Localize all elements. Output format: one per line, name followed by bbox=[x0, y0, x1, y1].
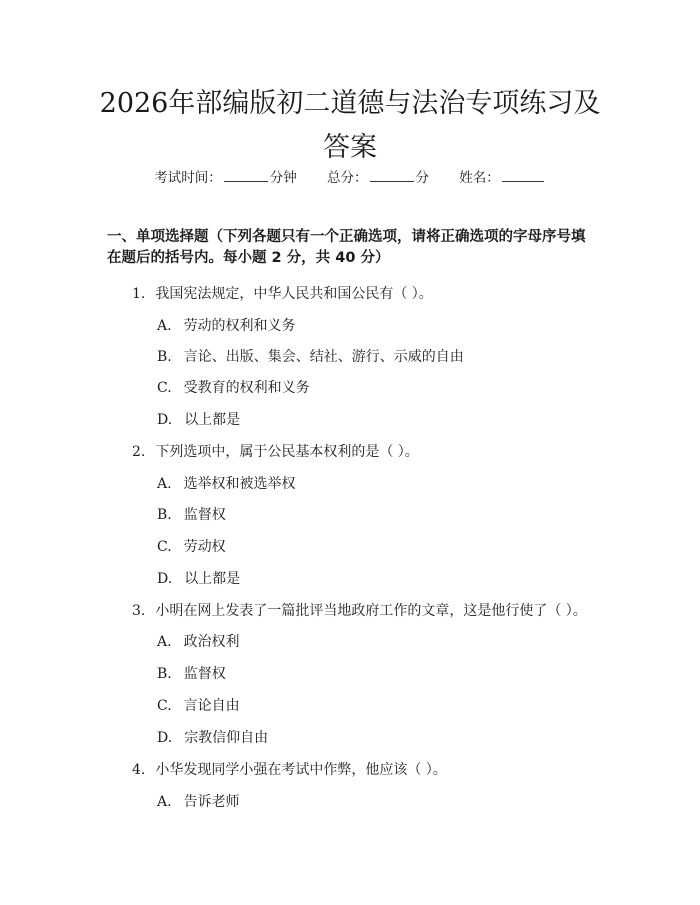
option-letter: A. bbox=[157, 476, 172, 492]
option-letter: D. bbox=[157, 412, 173, 428]
question-number: 4. bbox=[132, 762, 146, 778]
option-letter: A. bbox=[157, 794, 172, 810]
exam-time-field bbox=[154, 166, 297, 186]
option-text: 选举权和被选举权 bbox=[183, 476, 296, 492]
option-letter: A. bbox=[157, 634, 172, 650]
name-field bbox=[459, 166, 546, 186]
option-text: 监督权 bbox=[183, 666, 226, 682]
option-letter: C. bbox=[157, 698, 172, 714]
option-letter: C. bbox=[157, 539, 172, 555]
question-number: 2. bbox=[132, 444, 146, 460]
option-text: 劳动权 bbox=[183, 539, 226, 555]
question-1-option-d bbox=[157, 409, 240, 429]
question-3 bbox=[132, 600, 587, 620]
question-text: 下列选项中，属于公民基本权利的是（ ）。 bbox=[155, 444, 419, 460]
question-text: 小明在网上发表了一篇批评当地政府工作的文章，这是他行使了（ ）。 bbox=[155, 603, 587, 619]
option-text: 告诉老师 bbox=[183, 794, 240, 810]
document-title: 2026年部编版初二道德与法治专项练习及答案 bbox=[99, 88, 601, 163]
question-1-option-a bbox=[157, 315, 296, 335]
question-1-option-b bbox=[157, 346, 464, 366]
option-letter: B. bbox=[157, 666, 172, 682]
question-number: 3. bbox=[132, 603, 146, 619]
question-number: 1. bbox=[132, 286, 146, 302]
option-text: 劳动的权利和义务 bbox=[183, 318, 296, 334]
question-text: 我国宪法规定，中华人民共和国公民有（ ）。 bbox=[155, 286, 433, 302]
question-text: 小华发现同学小强在考试中作弊，他应该（ ）。 bbox=[155, 762, 447, 778]
option-letter: B. bbox=[157, 349, 172, 365]
total-score-label: 总分： bbox=[327, 170, 368, 186]
question-1-option-c bbox=[157, 377, 310, 397]
total-score-field bbox=[327, 166, 429, 186]
question-2-option-d bbox=[157, 568, 240, 588]
name-blank bbox=[502, 180, 544, 182]
question-2-option-c bbox=[157, 536, 226, 556]
total-score-blank bbox=[370, 180, 414, 182]
question-3-option-b bbox=[157, 663, 226, 683]
option-letter: D. bbox=[157, 730, 173, 746]
question-2-option-b bbox=[157, 504, 226, 524]
question-1 bbox=[132, 283, 433, 303]
section-heading: 一、单项选择题（下列各题只有一个正确选项，请将正确选项的字母序号填在题后的括号内。每小题 2 分，共 40 分） bbox=[107, 229, 586, 266]
exam-time-blank bbox=[224, 180, 268, 182]
question-3-option-a bbox=[157, 631, 240, 651]
option-text: 以上都是 bbox=[184, 412, 241, 428]
option-letter: A. bbox=[157, 318, 172, 334]
question-2-option-a bbox=[157, 473, 296, 493]
option-letter: C. bbox=[157, 380, 172, 396]
total-score-unit: 分 bbox=[415, 170, 429, 186]
question-4 bbox=[132, 759, 447, 779]
exam-time-label: 考试时间： bbox=[154, 170, 222, 186]
question-4-option-a bbox=[157, 791, 240, 811]
option-text: 宗教信仰自由 bbox=[184, 730, 269, 746]
option-text: 言论自由 bbox=[183, 698, 240, 714]
exam-time-unit: 分钟 bbox=[269, 170, 297, 186]
option-text: 以上都是 bbox=[184, 571, 241, 587]
option-text: 监督权 bbox=[183, 507, 226, 523]
question-2 bbox=[132, 441, 419, 461]
option-letter: B. bbox=[157, 507, 172, 523]
exam-info-line bbox=[0, 166, 700, 186]
option-letter: D. bbox=[157, 571, 173, 587]
option-text: 言论、出版、集会、结社、游行、示威的自由 bbox=[183, 349, 464, 365]
question-3-option-d bbox=[157, 727, 268, 747]
option-text: 政治权利 bbox=[183, 634, 240, 650]
option-text: 受教育的权利和义务 bbox=[183, 380, 310, 396]
question-3-option-c bbox=[157, 695, 240, 715]
name-label: 姓名： bbox=[459, 170, 500, 186]
